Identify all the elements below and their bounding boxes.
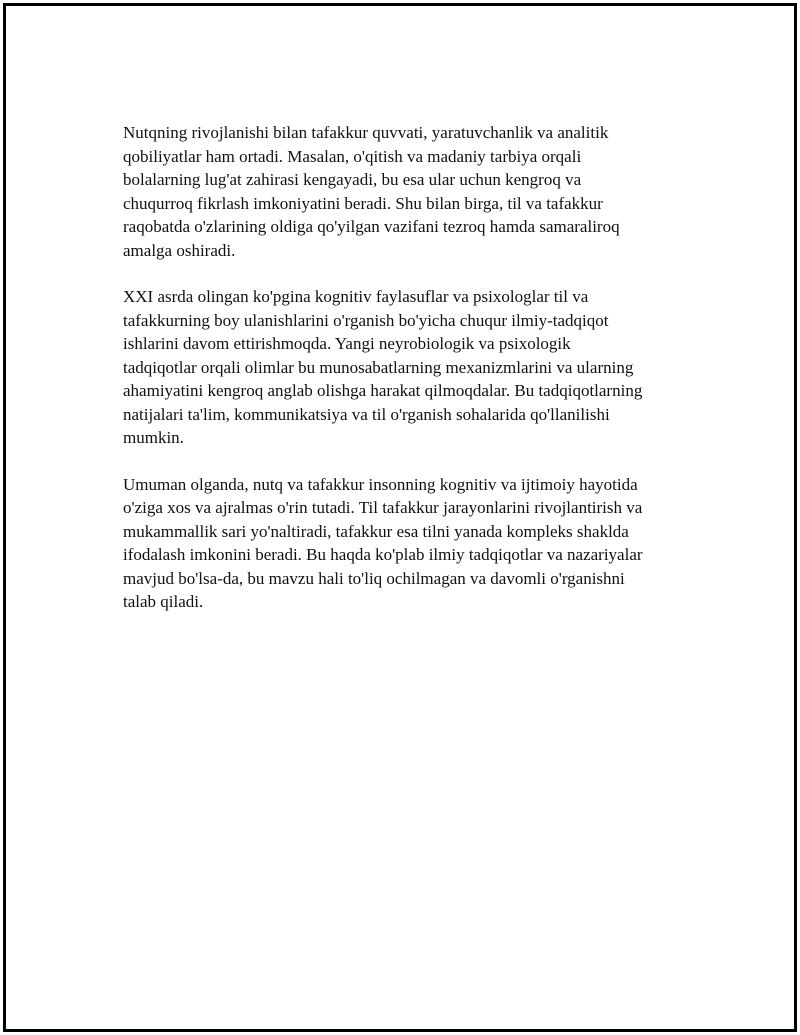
text-line: ifodalash imkonini beradi. Bu haqda ko'plab ilmiy tadqiqotlar va nazariyalar [123,545,643,564]
text-line: talab qiladi. [123,592,204,611]
paragraph-3 [123,473,693,614]
document-page [3,3,797,1032]
text-line: qobiliyatlar ham ortadi. Masalan, o'qitish va madaniy tarbiya orqali [123,146,582,166]
text-line: mukammallik sari yo'naltiradi, tafakkur esa tilni yanada kompleks shaklda [123,521,629,541]
text-line: Nutqning rivojlanishi bilan tafakkur quvvati, yaratuvchanlik va analitik [123,123,609,142]
text-line: amalga oshiradi. [123,240,236,260]
text-line: ishlarini davom ettirishmoqda. Yangi neyrobiologik va psixologik [123,334,571,353]
text-line: tafakkurning boy ulanishlarini o'rganish bo'yicha chuqur ilmiy-tadqiqot [123,310,609,330]
text-line: mumkin. [123,428,184,447]
text-line: bolalarning lug'at zahirasi kengayadi, bu esa ular uchun kengroq va [123,170,582,189]
text-line: raqobatda o'zlarining oldiga qo'yilgan vazifani tezroq hamda samaraliroq [123,217,620,236]
text-line: mavjud bo'lsa-da, bu mavzu hali to'liq ochilmagan va davomli o'rganishni [123,568,625,588]
text-line: Umuman olganda, nutq va tafakkur insonning kognitiv va ijtimoiy hayotida [123,474,638,494]
paragraph-1 [123,121,693,262]
document-body [123,121,693,637]
paragraph-2 [123,285,693,450]
text-line: tadqiqotlar orqali olimlar bu munosabatlarning mexanizmlarini va ularning [123,357,634,377]
text-line: XXI asrda olingan ko'pgina kognitiv faylasuflar va psixologlar til va [123,287,589,306]
text-line: ahamiyatini kengroq anglab olishga harakat qilmoqdalar. Bu tadqiqotlarning [123,381,643,400]
text-line: natijalari ta'lim, kommunikatsiya va til o'rganish sohalarida qo'llanilishi [123,404,610,424]
text-line: o'ziga xos va ajralmas o'rin tutadi. Til tafakkur jarayonlarini rivojlantirish va [123,498,643,517]
text-line: chuqurroq fikrlash imkoniyatini beradi. Shu bilan birga, til va tafakkur [123,193,603,213]
